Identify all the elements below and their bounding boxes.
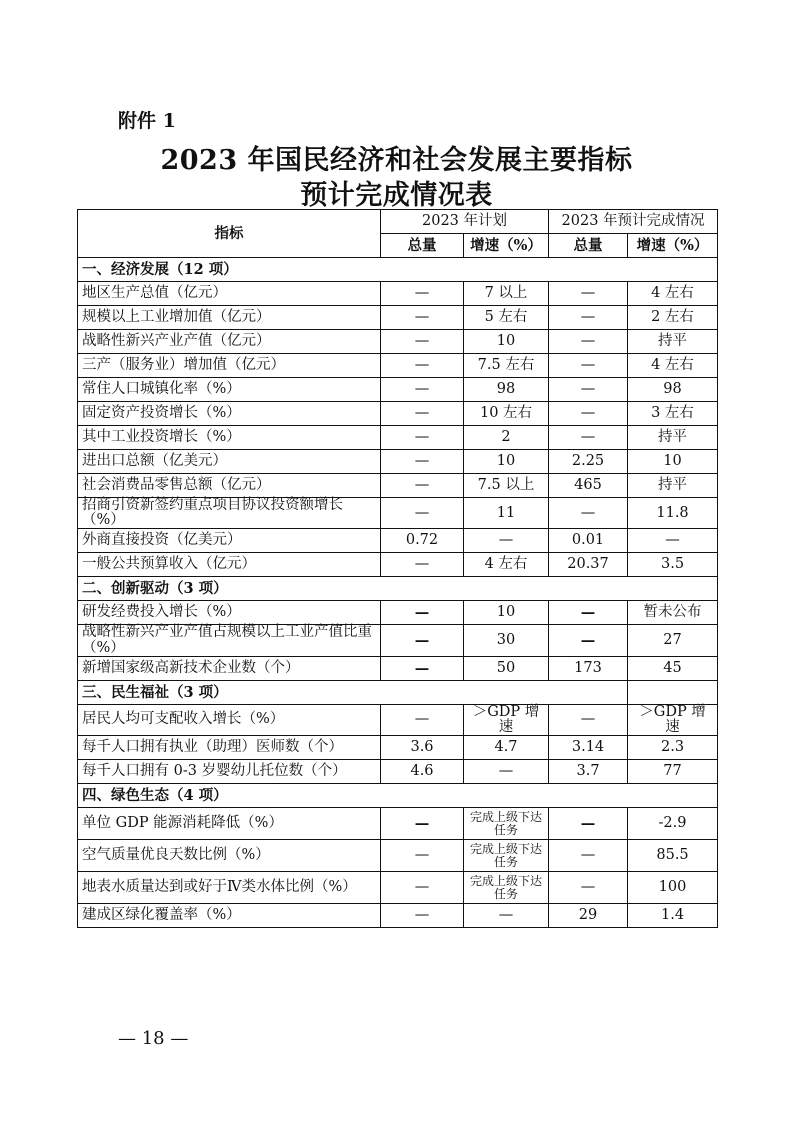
plan-growth-cell: 10: [464, 601, 549, 625]
table-row: [78, 704, 718, 735]
forecast-growth-cell: 3 左右: [628, 402, 718, 426]
plan-growth-cell: 5 左右: [464, 306, 549, 330]
forecast-growth-cell: 98: [628, 378, 718, 402]
header-plan-total: 总量: [381, 234, 464, 258]
plan-growth-cell: 98: [464, 378, 549, 402]
section-row: [78, 784, 718, 808]
plan-total-cell: —: [381, 426, 464, 450]
forecast-total-cell: —: [549, 808, 628, 840]
indicator-name: 每千人口拥有 0-3 岁婴幼儿托位数（个）: [78, 760, 381, 784]
table-row: [78, 625, 718, 656]
plan-total-cell: —: [381, 704, 464, 735]
indicator-name: 地表水质量达到或好于Ⅳ类水体比例（%）: [78, 872, 381, 904]
table-row: [78, 306, 718, 330]
empty-cell: [628, 680, 718, 704]
table-row: [78, 872, 718, 904]
forecast-growth-cell: 暂未公布: [628, 601, 718, 625]
table-row: [78, 474, 718, 498]
forecast-growth-cell: 持平: [628, 474, 718, 498]
plan-growth-cell: 2: [464, 426, 549, 450]
plan-growth-cell: —: [464, 529, 549, 553]
forecast-total-cell: —: [549, 601, 628, 625]
table-row: [78, 529, 718, 553]
indicator-name: 地区生产总值（亿元）: [78, 282, 381, 306]
table-row: [78, 553, 718, 577]
page-number: — 18 —: [118, 1028, 189, 1049]
table-row: [78, 378, 718, 402]
plan-total-cell: —: [381, 282, 464, 306]
plan-total-cell: —: [381, 306, 464, 330]
plan-total-cell: —: [381, 904, 464, 928]
forecast-total-cell: —: [549, 625, 628, 656]
forecast-total-cell: —: [549, 704, 628, 735]
forecast-total-cell: 20.37: [549, 553, 628, 577]
plan-growth-cell: 7.5 左右: [464, 354, 549, 378]
plan-total-cell: —: [381, 378, 464, 402]
forecast-growth-cell: 持平: [628, 426, 718, 450]
plan-growth-cell: 11: [464, 498, 549, 529]
plan-total-cell: 0.72: [381, 529, 464, 553]
forecast-total-cell: 3.7: [549, 760, 628, 784]
plan-total-cell: —: [381, 450, 464, 474]
plan-growth-cell: 完成上级下达任务: [464, 872, 549, 904]
forecast-total-cell: —: [549, 426, 628, 450]
section-row: [78, 258, 718, 282]
plan-growth-cell: 10: [464, 330, 549, 354]
plan-growth-cell: 4 左右: [464, 553, 549, 577]
plan-total-cell: —: [381, 840, 464, 872]
header-forecast-group: 2023 年预计完成情况: [549, 210, 718, 234]
plan-total-cell: —: [381, 402, 464, 426]
table-row: [78, 402, 718, 426]
plan-growth-cell: 7.5 以上: [464, 474, 549, 498]
plan-growth-cell: —: [464, 760, 549, 784]
forecast-growth-cell: -2.9: [628, 808, 718, 840]
table-row: [78, 282, 718, 306]
table-row: [78, 498, 718, 529]
indicator-name: 新增国家级高新技术企业数（个）: [78, 656, 381, 680]
forecast-total-cell: 173: [549, 656, 628, 680]
indicator-name: 三产（服务业）增加值（亿元）: [78, 354, 381, 378]
forecast-growth-cell: 45: [628, 656, 718, 680]
forecast-growth-cell: —: [628, 529, 718, 553]
forecast-total-cell: 2.25: [549, 450, 628, 474]
plan-total-cell: —: [381, 354, 464, 378]
table-row: [78, 760, 718, 784]
forecast-total-cell: 465: [549, 474, 628, 498]
forecast-total-cell: —: [549, 330, 628, 354]
plan-total-cell: —: [381, 474, 464, 498]
plan-total-cell: —: [381, 330, 464, 354]
plan-growth-cell: 10 左右: [464, 402, 549, 426]
forecast-growth-cell: 4 左右: [628, 354, 718, 378]
forecast-total-cell: —: [549, 282, 628, 306]
indicator-name: 外商直接投资（亿美元）: [78, 529, 381, 553]
section-title: 二、创新驱动（3 项）: [78, 577, 718, 601]
forecast-total-cell: —: [549, 402, 628, 426]
table-row: [78, 330, 718, 354]
indicator-name: 战略性新兴产业产值占规模以上工业产值比重（%）: [78, 625, 381, 656]
plan-total-cell: —: [381, 872, 464, 904]
plan-total-cell: 4.6: [381, 760, 464, 784]
header-forecast-growth: 增速（%）: [628, 234, 718, 258]
section-title: 三、民生福祉（3 项）: [78, 680, 628, 704]
forecast-growth-cell: 27: [628, 625, 718, 656]
forecast-total-cell: 29: [549, 904, 628, 928]
plan-total-cell: —: [381, 656, 464, 680]
header-indicator: 指标: [78, 210, 381, 258]
forecast-growth-cell: 10: [628, 450, 718, 474]
plan-total-cell: —: [381, 553, 464, 577]
attachment-label: 附件 1: [118, 110, 176, 132]
indicator-name: 固定资产投资增长（%）: [78, 402, 381, 426]
indicator-name: 居民人均可支配收入增长（%）: [78, 704, 381, 735]
forecast-growth-cell: 77: [628, 760, 718, 784]
forecast-growth-cell: 3.5: [628, 553, 718, 577]
forecast-growth-cell: 4 左右: [628, 282, 718, 306]
indicator-table: [77, 209, 718, 928]
document-subtitle: 预计完成情况表: [300, 180, 493, 211]
plan-growth-cell: 完成上级下达任务: [464, 840, 549, 872]
plan-growth-cell: —: [464, 904, 549, 928]
plan-total-cell: —: [381, 625, 464, 656]
table-row: [78, 426, 718, 450]
forecast-growth-cell: 100: [628, 872, 718, 904]
indicator-name: 战略性新兴产业产值（亿元）: [78, 330, 381, 354]
section-title: 一、经济发展（12 项）: [78, 258, 718, 282]
table-row: [78, 904, 718, 928]
table-row: [78, 840, 718, 872]
table-row: [78, 450, 718, 474]
forecast-total-cell: —: [549, 354, 628, 378]
forecast-total-cell: —: [549, 840, 628, 872]
forecast-total-cell: —: [549, 306, 628, 330]
indicator-name: 社会消费品零售总额（亿元）: [78, 474, 381, 498]
forecast-growth-cell: 85.5: [628, 840, 718, 872]
plan-growth-cell: 7 以上: [464, 282, 549, 306]
forecast-growth-cell: 11.8: [628, 498, 718, 529]
forecast-total-cell: —: [549, 378, 628, 402]
indicator-name: 规模以上工业增加值（亿元）: [78, 306, 381, 330]
header-plan-group: 2023 年计划: [381, 210, 549, 234]
header-forecast-total: 总量: [549, 234, 628, 258]
indicator-name: 常住人口城镇化率（%）: [78, 378, 381, 402]
plan-growth-cell: 10: [464, 450, 549, 474]
section-title: 四、绿色生态（4 项）: [78, 784, 718, 808]
plan-growth-cell: 30: [464, 625, 549, 656]
indicator-name: 进出口总额（亿美元）: [78, 450, 381, 474]
forecast-total-cell: —: [549, 498, 628, 529]
table-row: [78, 601, 718, 625]
forecast-total-cell: —: [549, 872, 628, 904]
forecast-growth-cell: 2 左右: [628, 306, 718, 330]
section-row: [78, 680, 718, 704]
table-row: [78, 808, 718, 840]
forecast-growth-cell: 2.3: [628, 736, 718, 760]
indicator-name: 空气质量优良天数比例（%）: [78, 840, 381, 872]
forecast-total-cell: 0.01: [549, 529, 628, 553]
indicator-name: 一般公共预算收入（亿元）: [78, 553, 381, 577]
indicator-name: 建成区绿化覆盖率（%）: [78, 904, 381, 928]
plan-growth-cell: 完成上级下达任务: [464, 808, 549, 840]
plan-total-cell: —: [381, 601, 464, 625]
plan-growth-cell: 4.7: [464, 736, 549, 760]
indicator-name: 招商引资新签约重点项目协议投资额增长（%）: [78, 498, 381, 529]
forecast-total-cell: 3.14: [549, 736, 628, 760]
plan-growth-cell: 50: [464, 656, 549, 680]
table-row: [78, 656, 718, 680]
header-plan-growth: 增速（%）: [464, 234, 549, 258]
plan-total-cell: 3.6: [381, 736, 464, 760]
indicator-name: 其中工业投资增长（%）: [78, 426, 381, 450]
forecast-growth-cell: 持平: [628, 330, 718, 354]
plan-total-cell: —: [381, 808, 464, 840]
plan-growth-cell: ＞GDP 增速: [464, 704, 549, 735]
section-row: [78, 577, 718, 601]
forecast-growth-cell: ＞GDP 增速: [628, 704, 718, 735]
plan-total-cell: —: [381, 498, 464, 529]
header-row: [78, 210, 718, 234]
table-row: [78, 354, 718, 378]
forecast-growth-cell: 1.4: [628, 904, 718, 928]
indicator-name: 单位 GDP 能源消耗降低（%）: [78, 808, 381, 840]
indicator-name: 研发经费投入增长（%）: [78, 601, 381, 625]
document-title: 2023 年国民经济和社会发展主要指标: [160, 145, 633, 176]
indicator-name: 每千人口拥有执业（助理）医师数（个）: [78, 736, 381, 760]
table-row: [78, 736, 718, 760]
